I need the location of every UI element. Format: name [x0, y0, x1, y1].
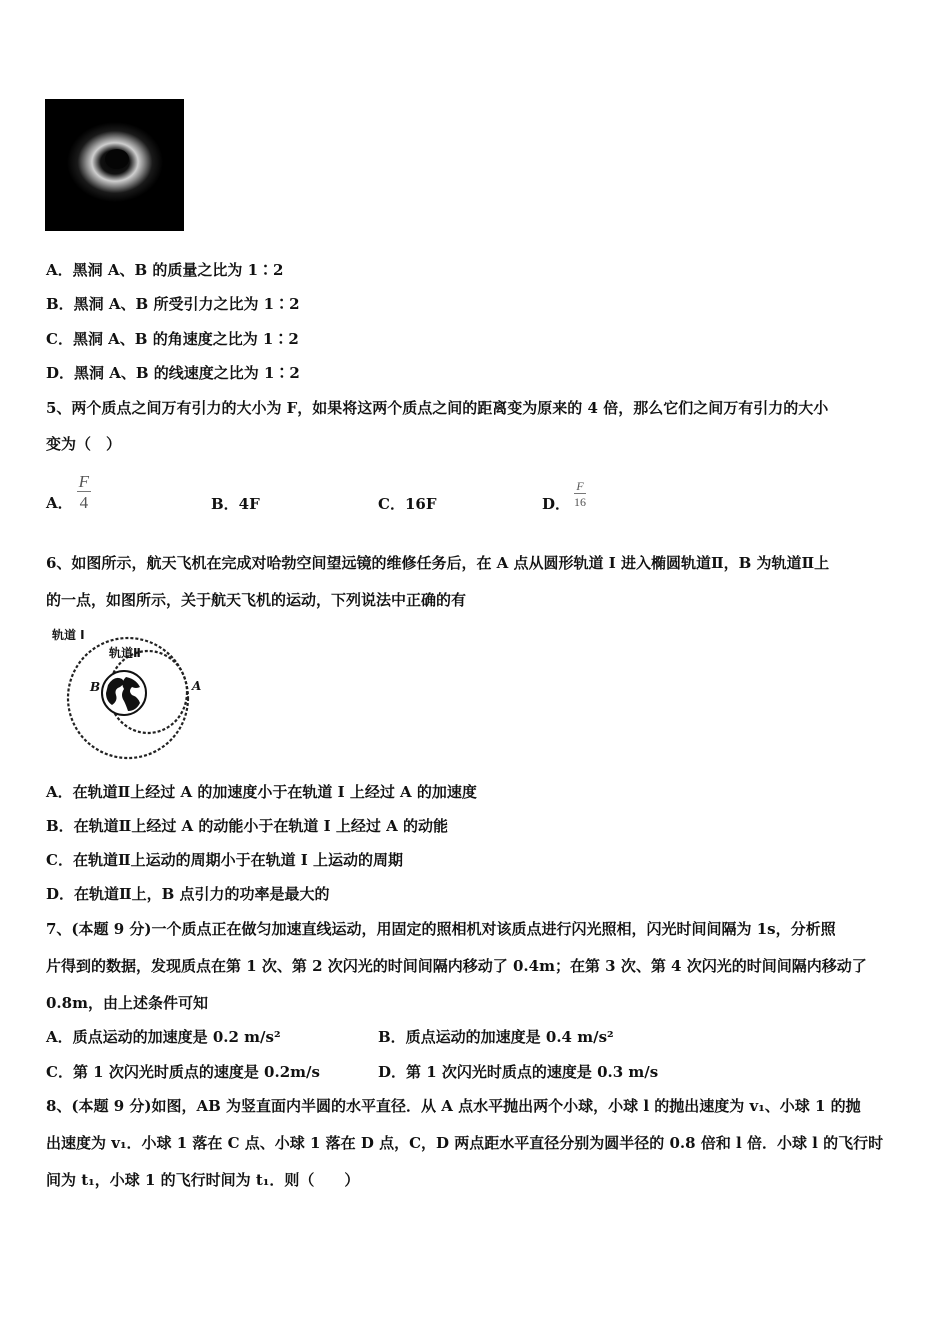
- q4-option-c: C．黑洞 A、B 的角速度之比为 1∶2: [46, 330, 299, 348]
- black-hole-image: [45, 99, 184, 231]
- q5-option-d: [542, 474, 586, 514]
- point-b-label: B: [90, 680, 101, 694]
- q5-option-d-denominator: 16: [574, 495, 587, 509]
- q4-option-a: A．黑洞 A、B 的质量之比为 1∶2: [46, 261, 284, 279]
- q5-option-d-fraction: [574, 480, 586, 508]
- orbit-diagram: [46, 625, 216, 760]
- q6-stem-line2: 的一点，如图所示，关于航天飞机的运动，下列说法中正确的有: [46, 591, 467, 609]
- q7-stem-line1: 7、(本题 9 分)一个质点正在做匀加速直线运动，用固定的照相机对该质点进行闪光照相，闪光时间间隔为 1s，分析照: [46, 920, 836, 938]
- q7-stem-line2: 片得到的数据，发现质点在第 1 次、第 2 次闪光的时间间隔内移动了 0.4m；在第 3 次、第 4 次闪光的时间间隔内移动了: [46, 957, 867, 975]
- q4-option-d: D．黑洞 A、B 的线速度之比为 1∶2: [46, 364, 300, 382]
- point-a-label: A: [192, 679, 202, 693]
- q5-stem-line2: 变为（ ）: [46, 435, 122, 453]
- q5-option-c: C．16F: [378, 495, 437, 513]
- orbit-label-1: 轨道 I: [52, 628, 85, 642]
- q5-option-a: [46, 470, 91, 514]
- q6-option-b: B．在轨道Ⅱ上经过 A 的动能小于在轨道 I 上经过 A 的动能: [46, 817, 448, 835]
- q6-stem-line1: 6、如图所示，航天飞机在完成对哈勃空间望远镜的维修任务后，在 A 点从圆形轨道 I 进入椭圆轨道Ⅱ，B 为轨道Ⅱ上: [46, 554, 830, 572]
- q6-option-a: A．在轨道Ⅱ上经过 A 的加速度小于在轨道 I 上经过 A 的加速度: [46, 783, 477, 801]
- orbit-label-2: 轨道Ⅱ: [109, 646, 141, 660]
- q5-option-b: B．4F: [211, 495, 260, 513]
- q7-option-d: D．第 1 次闪光时质点的速度是 0.3 m/s: [378, 1063, 659, 1081]
- q5-option-d-label: D．: [542, 495, 571, 513]
- earth-icon: [102, 671, 146, 715]
- q5-option-a-label: A．: [46, 494, 73, 512]
- q7-option-c: C．第 1 次闪光时质点的速度是 0.2m/s: [46, 1063, 320, 1081]
- q8-stem-line1: 8、(本题 9 分)如图，AB 为竖直面内半圆的水平直径．从 A 点水平抛出两个小球，小球 l 的抛出速度为 v₁、小球 1 的抛: [46, 1097, 861, 1115]
- q7-option-a: A．质点运动的加速度是 0.2 m/s²: [46, 1028, 281, 1046]
- q7-option-b: B．质点运动的加速度是 0.4 m/s²: [378, 1028, 614, 1046]
- q5-option-a-numerator: F: [78, 472, 90, 491]
- q7-stem-line3: 0.8m，由上述条件可知: [46, 994, 208, 1012]
- q5-option-a-fraction: [77, 473, 91, 511]
- q4-option-b: B．黑洞 A、B 所受引力之比为 1∶2: [46, 295, 300, 313]
- q6-option-c: C．在轨道Ⅱ上运动的周期小于在轨道 I 上运动的周期: [46, 851, 404, 869]
- q5-option-a-denominator: 4: [79, 493, 89, 512]
- q5-option-d-numerator: F: [576, 479, 584, 493]
- q5-stem-line1: 5、两个质点之间万有引力的大小为 F，如果将这两个质点之间的距离变为原来的 4 倍，那么它们之间万有引力的大小: [46, 399, 829, 417]
- q6-option-d: D．在轨道Ⅱ上，B 点引力的功率是最大的: [46, 885, 330, 903]
- q8-stem-line2: 出速度为 v₁．小球 1 落在 C 点、小球 1 落在 D 点，C，D 两点距水平直径分别为圆半径的 0.8 倍和 l 倍．小球 l 的飞行时: [46, 1134, 884, 1152]
- q8-stem-line3: 间为 t₁，小球 1 的飞行时间为 t₁．则（ ）: [46, 1171, 360, 1189]
